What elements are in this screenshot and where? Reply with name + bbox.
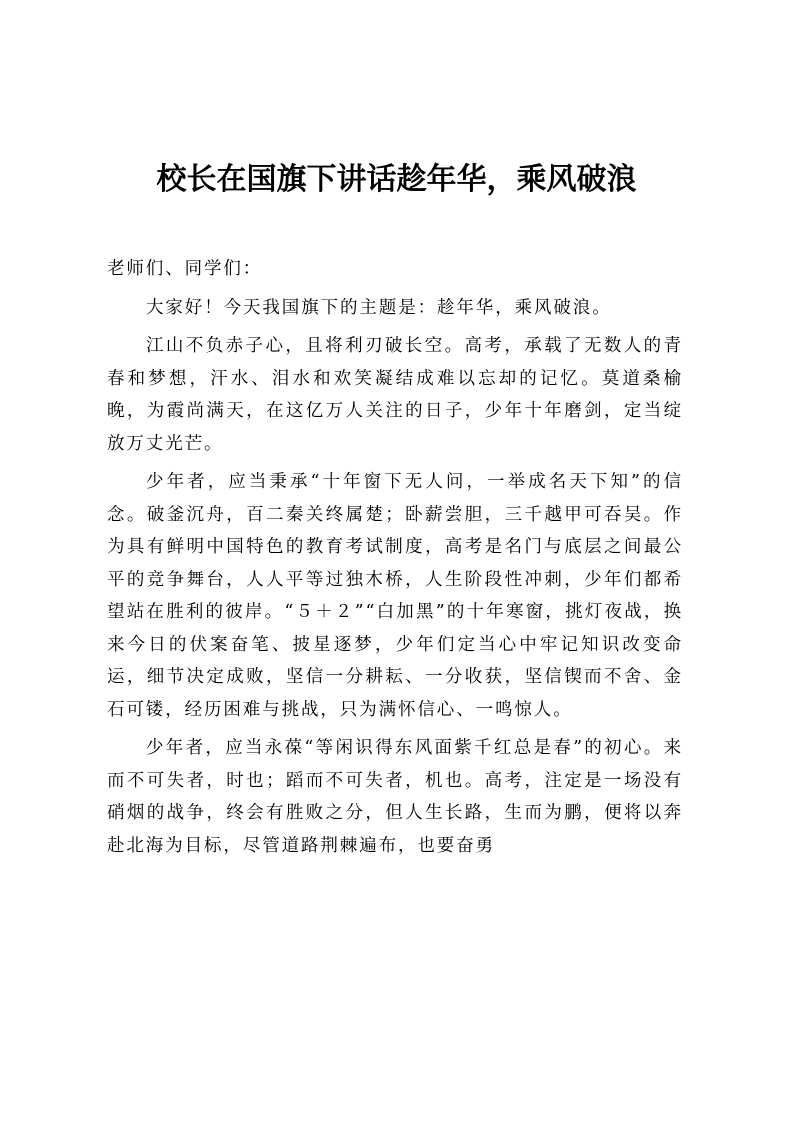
salutation: 老师们、同学们： [107,259,263,279]
paragraph-intro: 江山不负赤子心，且将利刃破长空。高考，承载了无数人的青春和梦想，汗水、泪水和欢笑凝结成难以忘却的记忆。莫道桑榆晚，为霞尚满天，在这亿万人关注的日子，少年十年磨剑，定当绽放万丈光芒。 [107,336,683,454]
document-title: 校长在国旗下讲话趁年华，乘风破浪 [156,162,637,197]
paragraph-aspiration: 少年者，应当永葆“等闲识得东风面紫千红总是春”的初心。来而不可失者，时也；蹈而不可失者，机也。高考，注定是一场没有硝烟的战争，终会有胜败之分，但人生长路，生而为鹏，便将以奔赴北海为目标，尽管道路荆棘遍布，也要奋勇 [107,738,683,856]
paragraph-belief: 少年者，应当秉承“十年窗下无人问，一举成名天下知”的信念。破釜沉舟，百二秦关终属楚；卧薪尝胆，三千越甲可吞吴。作为具有鲜明中国特色的教育考试制度，高考是名门与底层之间最公平的竞争舞台，人人平等过独木桥，人生阶段性冲刺，少年们都希望站在胜利的彼岸。“５＋２”“白加黑”的十年寒窗，挑灯夜战，换来今日的伏案奋笔、披星逐梦，少年们定当心中牢记知识改变命运，细节决定成败，坚信一分耕耘、一分收获，坚信锲而不舍、金石可镂，经历困难与挑战，只为满怀信心、一鸣惊人。 [107,472,683,720]
paragraph-greeting: 大家好！今天我国旗下的主题是：趁年华，乘风破浪。 [146,297,612,318]
document-body [107,253,683,868]
